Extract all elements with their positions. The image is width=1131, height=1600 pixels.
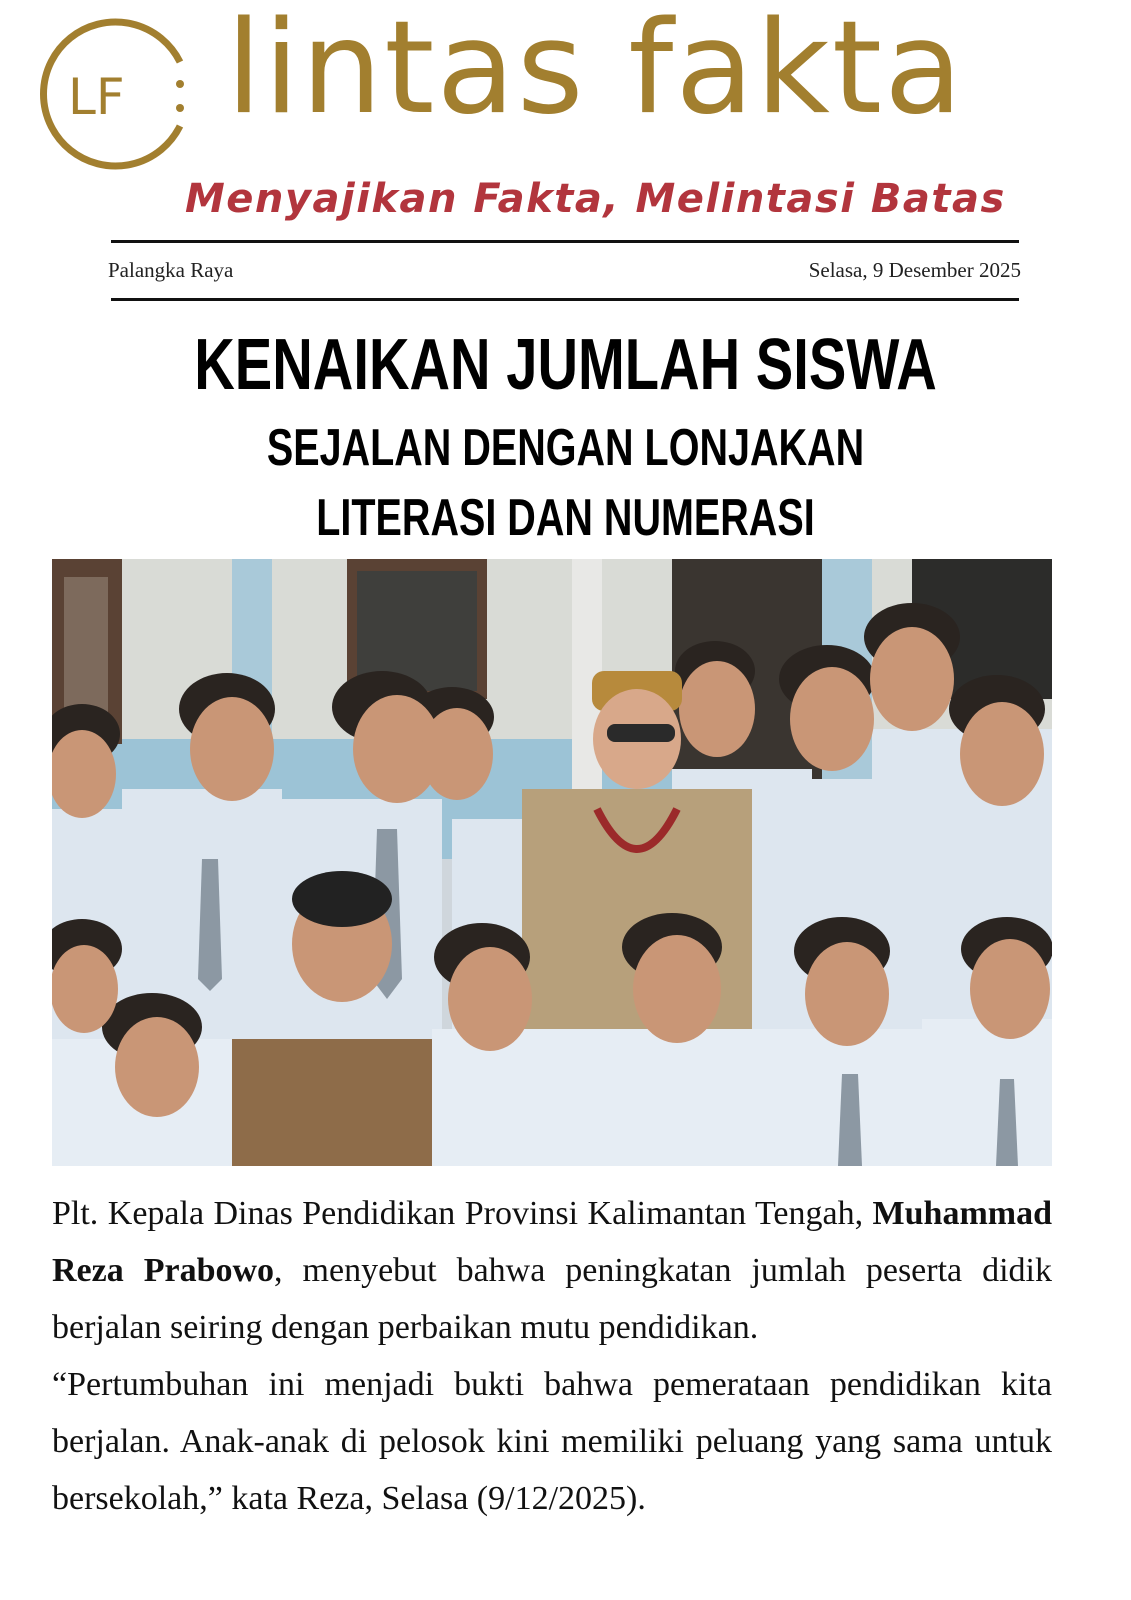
article-photo — [52, 559, 1052, 1166]
masthead — [0, 0, 1131, 240]
headline-sub-2: LITERASI DAN NUMERASI — [316, 489, 815, 547]
lf-logo-icon — [30, 14, 200, 174]
top-divider — [111, 240, 1019, 243]
brand-name: lintas fakta — [226, 0, 965, 143]
students-photo-illustration — [52, 559, 1052, 1166]
headline-main: KENAIKAN JUMLAH SISWA — [194, 325, 937, 405]
article-paragraph-2: “Pertumbuhan ini menjadi bukti bahwa pemerataan pendidikan kita berjalan. Anak-anak di pelosok kini memiliki peluang yang sama untuk bersekolah,” kata Reza, Selasa (9/12/2025). — [52, 1366, 1052, 1517]
article-p1-name: Muhammad Reza Prabowo — [52, 1195, 1052, 1289]
dateline-location: Palangka Raya — [108, 258, 234, 282]
headline-sub-1: SEJALAN DENGAN LONJAKAN — [266, 419, 865, 477]
bottom-divider — [111, 298, 1019, 301]
dateline-date: Selasa, 9 Desember 2025 — [808, 258, 1021, 282]
article-p1-rest: , menyebut bahwa peningkatan jumlah peserta didik berjalan seiring dengan perbaikan mutu pendidikan. — [52, 1252, 1052, 1346]
article-paragraph-1 — [52, 1185, 1052, 1356]
tagline: Menyajikan Fakta, Melintasi Batas — [185, 176, 1006, 222]
svg-text:LF: LF — [68, 68, 125, 126]
article-body — [52, 1185, 1052, 1527]
article-p1-lead: Plt. Kepala Dinas Pendidikan Provinsi Kalimantan Tengah, — [52, 1195, 873, 1232]
